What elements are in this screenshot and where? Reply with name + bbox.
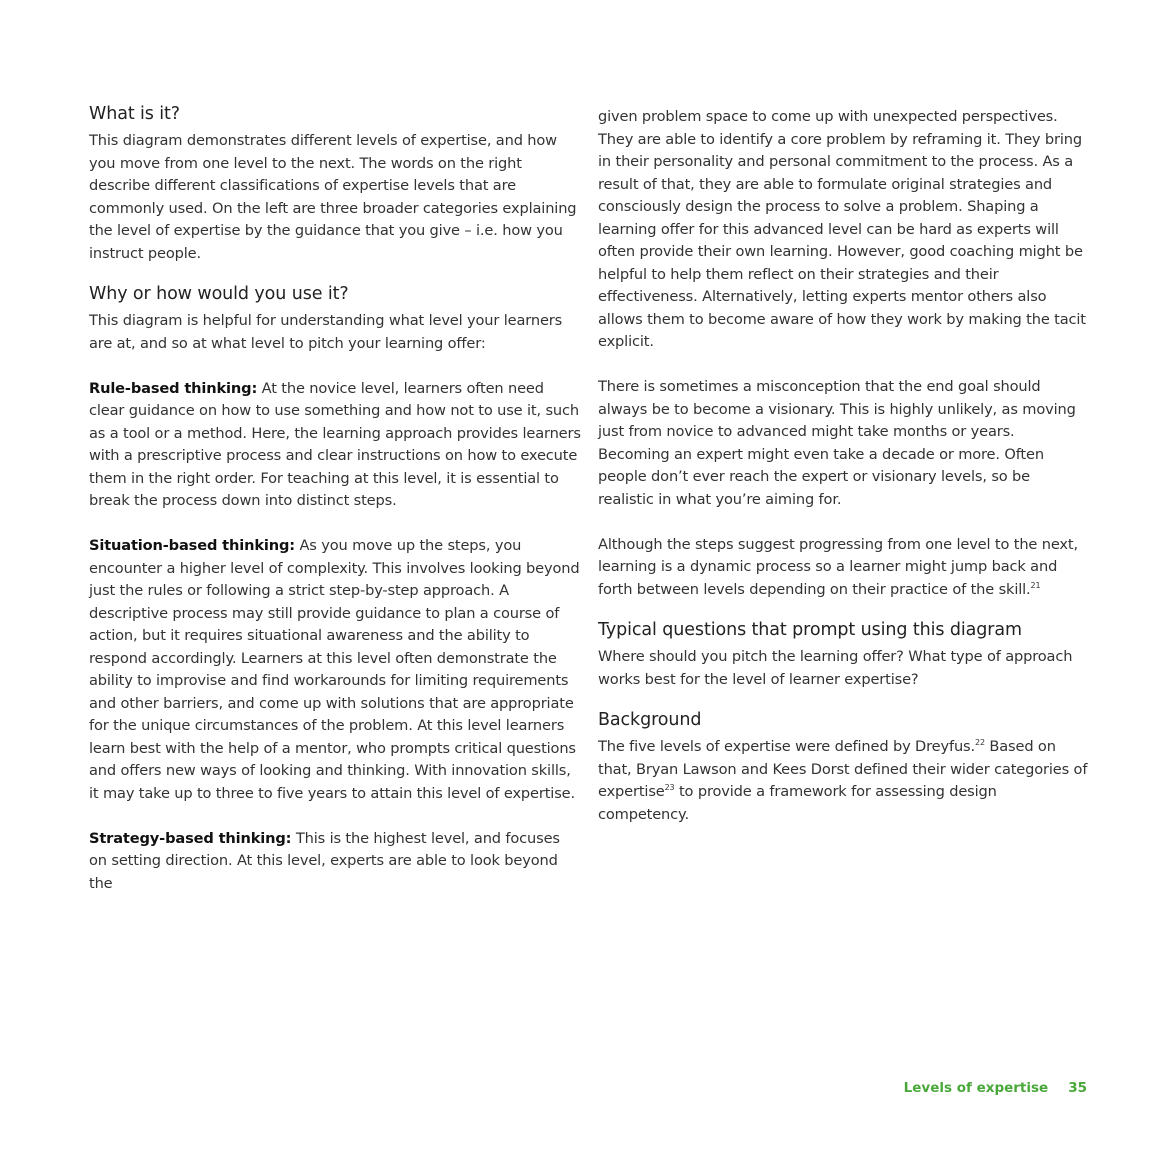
footer-section-title: Levels of expertise <box>903 1080 1049 1096</box>
left-column <box>89 102 581 895</box>
page-number: 35 <box>1068 1080 1087 1096</box>
situation-based-label: Situation-based thinking: <box>89 537 295 554</box>
heading-typical-questions: Typical questions that prompt using this diagram <box>598 620 1022 640</box>
paragraph-background <box>598 736 1090 826</box>
footnote-ref-22: 22 <box>975 738 985 748</box>
background-text-2: Based on that, Bryan Lawson and Kees Dorst defined their wider categories of expertise <box>598 738 1088 800</box>
paragraph-situation-based <box>89 535 581 805</box>
strategy-based-text: This is the highest level, and focuses on setting direction. At this level, experts are able to look beyond the <box>89 829 560 892</box>
paragraph-misconception: There is sometimes a misconception that the end goal should always be to become a visionary. This is highly unlikely, as moving just from novice to advanced might take months or years. Becoming an expert might even take a decade or more. Often people don’t ever reach the expert or visionary levels, so be realistic in what you’re aiming for. <box>598 378 1076 508</box>
paragraph-what-is-it: This diagram demonstrates different levels of expertise, and how you move from one level to the next. The words on the right describe different classifications of expertise levels that are commonly used. On the left are three broader categories explaining the level of expertise by the guidance that you give – i.e. how you instruct people. <box>89 132 577 262</box>
paragraph-strategy-continued: given problem space to come up with unexpected perspectives. They are able to identify a core problem by reframing it. They bring in their personality and personal commitment to the process. As a result of that, they are able to formulate original strategies and consciously design the process to solve a problem. Shaping a learning offer for this advanced level can be hard as experts will often provide their own learning. However, good coaching might be helpful to help them reflect on their strategies and their effectiveness. Alternatively, letting experts mentor others also allows them to become aware of how they work by making the tacit explicit. <box>598 108 1086 350</box>
rule-based-text: At the novice level, learners often need clear guidance on how to use something and how not to use it, such as a tool or a method. Here, the learning approach provides learners with a prescriptive process and clear instructions on how to execute them in the right order. For teaching at this level, it is essential to break the process down into distinct steps. <box>89 379 581 509</box>
paragraph-typical-questions: Where should you pitch the learning offer? What type of approach works best for the level of learner expertise? <box>598 648 1073 688</box>
heading-why-use-it: Why or how would you use it? <box>89 284 349 304</box>
background-text-3: to provide a framework for assessing design competency. <box>598 783 997 823</box>
heading-background: Background <box>598 710 702 730</box>
paragraph-steps <box>598 534 1090 602</box>
situation-based-text: As you move up the steps, you encounter a higher level of complexity. This involves looking beyond just the rules or following a strict step-by-step approach. A descriptive process may still provide guidance to plan a course of action, but it requires situational awareness and the ability to respond accordingly. Learners at this level often demonstrate the ability to improvise and find workarounds for limiting requirements and other barriers, and come up with solutions that are appropriate for the unique circumstances of the problem. At this level learners learn best with the help of a mentor, who prompts critical questions and offers new ways of looking and thinking. With innovation skills, it may take up to three to five years to attain this level of expertise. <box>89 537 580 802</box>
right-column <box>598 106 1090 826</box>
paragraph-strategy-based <box>89 828 581 896</box>
heading-what-is-it: What is it? <box>89 104 180 124</box>
footnote-ref-21: 21 <box>1030 580 1041 590</box>
footnote-ref-23: 23 <box>664 783 675 793</box>
strategy-based-label: Strategy-based thinking: <box>89 829 292 847</box>
background-text-1: The five levels of expertise were defined by Dreyfus. <box>598 738 976 755</box>
page-footer <box>904 1080 1087 1096</box>
rule-based-label: Rule-based thinking: <box>89 379 258 397</box>
paragraph-rule-based <box>89 378 581 513</box>
steps-text: Although the steps suggest progressing from one level to the next, learning is a dynamic process so a learner might jump back and forth between levels depending on their practice of the skill. <box>598 535 1078 598</box>
paragraph-why-use-it: This diagram is helpful for understanding what level your learners are at, and so at what level to pitch your learning offer: <box>89 312 563 352</box>
